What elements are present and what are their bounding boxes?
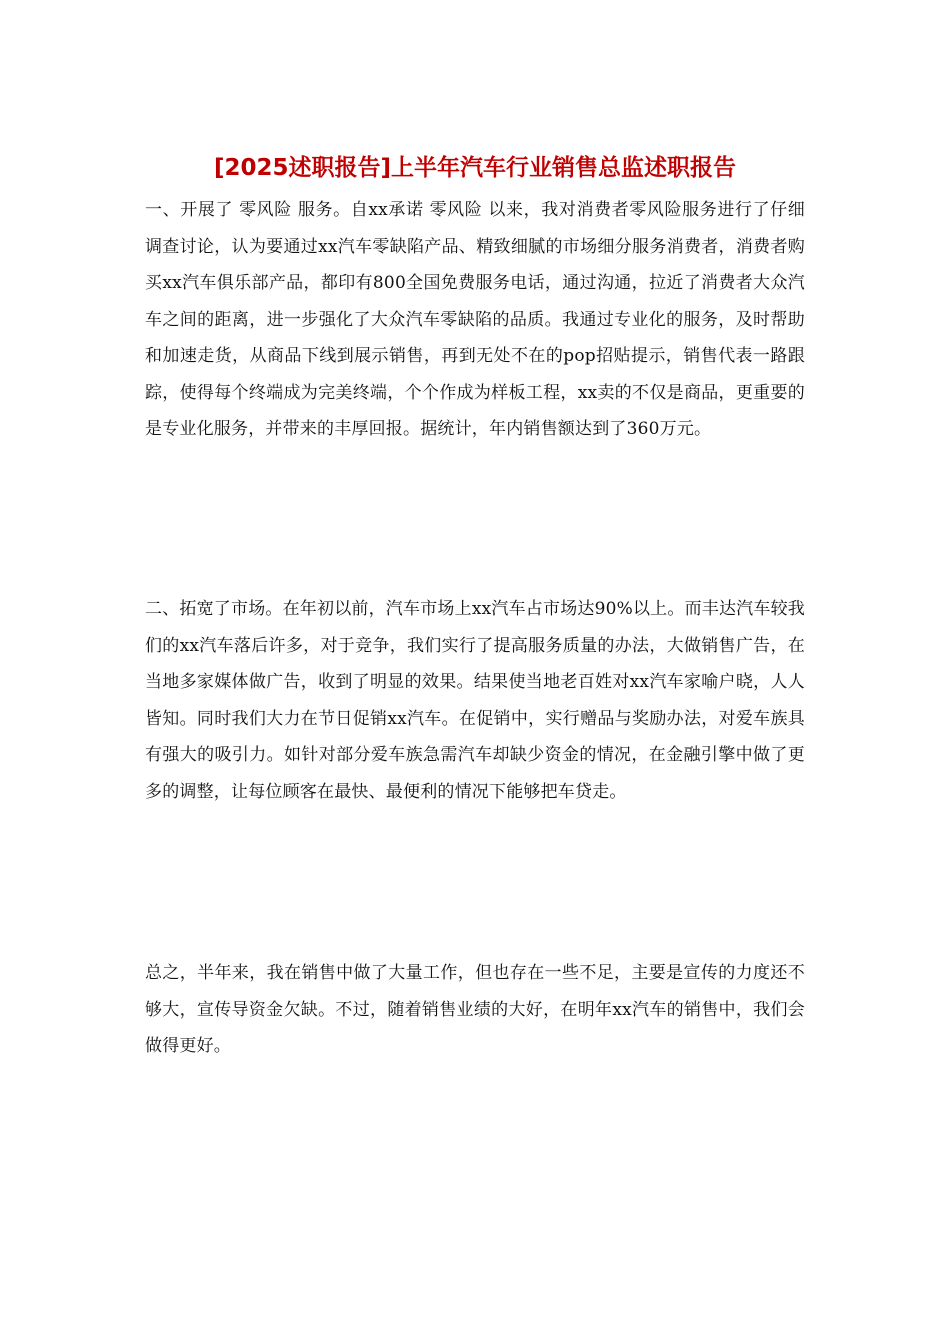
paragraph-expand-zero-risk-service: 一、开展了 零风险 服务。自xx承诺 零风险 以来，我对消费者零风险服务进行了仔细调查讨论，认为要通过xx汽车零缺陷产品、精致细腻的市场细分服务消费者，消费者购买xx汽车俱乐部产品，都印有800全国免费服务电话，通过沟通，拉近了消费者大众汽车之间的距离，进一步强化了大众汽车零缺陷的品质。我通过专业化的服务，及时帮助和加速走货，从商品下线到展示销售，再到无处不在的pop招贴提示，销售代表一路跟踪，使得每个终端成为完美终端，个个作成为样板工程，xx卖的不仅是商品，更重要的是专业化服务，并带来的丰厚回报。据统计，年内销售额达到了360万元。: [145, 200, 805, 439]
paragraph-summary: 总之，半年来，我在销售中做了大量工作，但也存在一些不足，主要是宣传的力度还不够大，宣传导资金欠缺。不过，随着销售业绩的大好，在明年xx汽车的销售中，我们会做得更好。: [145, 963, 805, 1056]
paragraph-expand-market: 二、拓宽了市场。在年初以前，汽车市场上xx汽车占市场达90%以上。而丰达汽车较我们的xx汽车落后许多，对于竞争，我们实行了提高服务质量的办法，大做销售广告，在当地多家媒体做广告，收到了明显的效果。结果使当地老百姓对xx汽车家喻户晓，人人皆知。同时我们大力在节日促销xx汽车。在促销中，实行赠品与奖励办法，对爱车族具有强大的吸引力。如针对部分爱车族急需汽车却缺少资金的情况，在金融引擎中做了更多的调整，让每位顾客在最快、最便利的情况下能够把车贷走。: [145, 599, 805, 802]
document-title: [2025述职报告]上半年汽车行业销售总监述职报告: [213, 155, 737, 181]
